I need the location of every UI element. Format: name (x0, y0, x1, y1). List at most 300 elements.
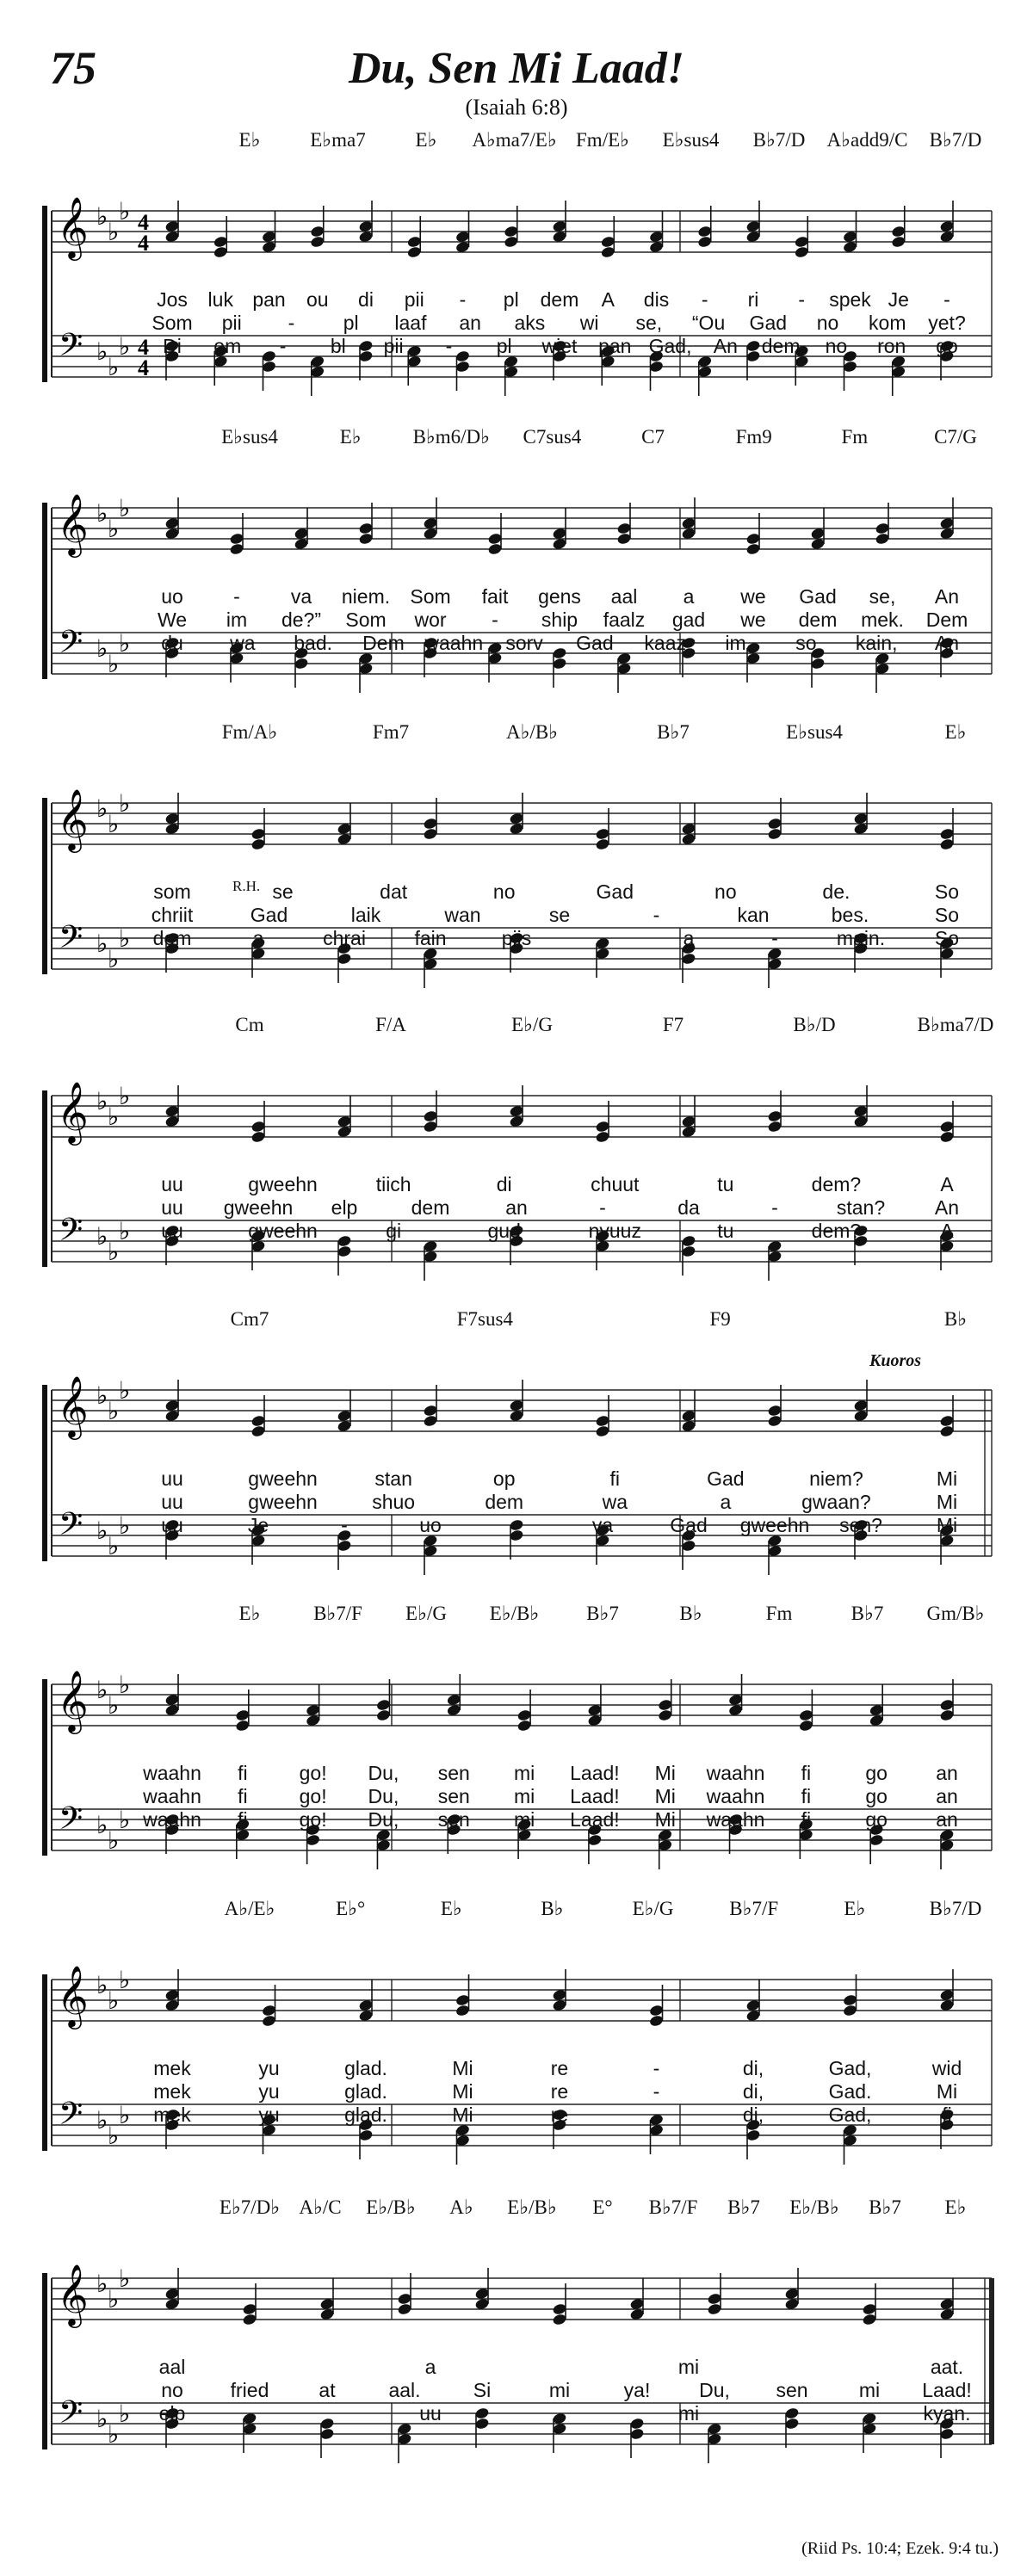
lyric-syllable: we (740, 608, 766, 631)
svg-text:♭: ♭ (108, 2122, 120, 2150)
chord-symbol: E♭ (944, 721, 967, 743)
chord-symbol: Fm (841, 426, 869, 448)
lyric-syllable: Mi (452, 2103, 473, 2126)
chord-symbol: B♭ (679, 1603, 702, 1624)
lyric-syllable: pii (383, 335, 404, 357)
lyric-syllable: An (713, 335, 738, 357)
lyric-syllable: bl (330, 335, 346, 357)
lyric-syllable: Mi (936, 1491, 958, 1513)
svg-text:♭: ♭ (108, 1986, 120, 2015)
lyric-syllable: sen (437, 1785, 470, 1807)
staff-graphics (0, 2196, 1033, 2489)
lyric-syllable: dem (485, 1491, 524, 1513)
lyric-syllable: dem (411, 1196, 450, 1219)
svg-text:♭: ♭ (108, 810, 120, 838)
lyric-syllable: waahn (706, 1785, 765, 1807)
lyric-syllable: sen (437, 1762, 470, 1784)
chord-symbol: B♭7/F (313, 1603, 362, 1624)
svg-text:♭: ♭ (96, 202, 108, 231)
chord-symbol: E♭ (415, 129, 437, 151)
svg-text:♭: ♭ (96, 1811, 108, 1839)
chord-symbol: B♭7/F (648, 2196, 698, 2218)
svg-text:♭: ♭ (108, 2420, 120, 2449)
svg-text:♭: ♭ (119, 494, 131, 522)
svg-text:𝄢: 𝄢 (59, 2394, 84, 2438)
chord-symbol: E° (592, 2196, 613, 2218)
lyric-syllable: se, (869, 585, 896, 608)
svg-text:♭: ♭ (108, 650, 120, 678)
lyric-syllable: elp (331, 1196, 358, 1219)
svg-text:♭: ♭ (96, 1971, 108, 1999)
lyric-syllable: Mi (654, 1762, 676, 1784)
svg-text:♭: ♭ (108, 1397, 120, 1425)
lyric-syllable: fi (801, 1808, 812, 1831)
svg-text:𝄞: 𝄞 (57, 195, 89, 258)
lyric-syllable: mek. (861, 608, 904, 631)
chord-symbol: B♭7 (851, 1603, 884, 1624)
lyric-syllable: piis (501, 927, 532, 949)
svg-text:𝄞: 𝄞 (57, 1374, 89, 1437)
lyric-syllable: tu (717, 1220, 734, 1242)
lyric-syllable: waahn (143, 1808, 201, 1831)
lyric-syllable: go (865, 1762, 888, 1784)
lyric-syllable: no (492, 880, 516, 903)
system-1 (0, 129, 1033, 430)
lyric-syllable: a (252, 927, 264, 949)
lyric-syllable: stan (374, 1467, 412, 1490)
lyric-syllable: pan (252, 288, 286, 311)
lyric-syllable: go! (299, 1808, 327, 1831)
lyric-syllable: an (936, 1808, 958, 1831)
lyric-syllable: a (424, 2356, 436, 2378)
lyric-syllable: Som (152, 312, 193, 334)
svg-text:♭: ♭ (96, 2106, 108, 2134)
svg-text:♭: ♭ (96, 1676, 108, 1704)
chord-symbol: E♭sus4 (786, 721, 843, 743)
lyric-syllable: Di (163, 335, 182, 357)
lyric-syllable: se (272, 880, 294, 903)
lyric-syllable: Du, (368, 1785, 399, 1807)
svg-text:♭: ♭ (119, 2400, 131, 2428)
lyric-syllable: bes. (831, 904, 869, 926)
chord-symbol: B♭7 (869, 2196, 901, 2218)
svg-text:♭: ♭ (108, 1532, 120, 1560)
lyric-syllable: mi (548, 2379, 571, 2401)
lyric-syllable: Du, (368, 1808, 399, 1831)
lyric-syllable: dem (152, 927, 192, 949)
lyric-syllable: fi (801, 1762, 812, 1784)
svg-text:4: 4 (138, 335, 149, 360)
svg-text:♭: ♭ (96, 2270, 108, 2298)
lyric-syllable: - (771, 927, 778, 949)
system-6 (0, 1603, 1033, 1904)
lyric-syllable: no (714, 880, 737, 903)
lyric-syllable: dem? (811, 1173, 862, 1195)
chord-symbol: Fm (765, 1603, 793, 1624)
chord-symbol: E♭sus4 (662, 129, 720, 151)
lyric-syllable: - (459, 288, 467, 311)
lyric-syllable: a (683, 585, 695, 608)
svg-text:♭: ♭ (119, 1082, 131, 1110)
chord-symbol: E♭ (944, 2196, 967, 2218)
lyric-syllable: di (496, 1173, 512, 1195)
lyric-syllable: waahn (424, 632, 484, 654)
chord-symbol: B♭7 (657, 721, 690, 743)
svg-text:𝄢: 𝄢 (59, 919, 84, 963)
lyric-syllable: gweehn (248, 1173, 318, 1195)
svg-text:𝄢: 𝄢 (59, 327, 84, 371)
system-2 (0, 426, 1033, 727)
lyric-syllable: mi (513, 1785, 535, 1807)
svg-text:♭: ♭ (108, 353, 120, 381)
lyric-syllable: yu (258, 2057, 280, 2079)
lyric-syllable: Mi (936, 1514, 958, 1536)
svg-text:♭: ♭ (119, 1217, 131, 1245)
lyric-syllable: aal (610, 585, 638, 608)
lyric-syllable: uu (161, 1220, 183, 1242)
lyric-syllable: tiich (375, 1173, 411, 1195)
lyric-syllable: mek (153, 2080, 191, 2103)
system-7 (0, 1898, 1033, 2199)
lyric-syllable: di, (742, 2080, 764, 2103)
lyric-syllable: Laad! (570, 1808, 620, 1831)
lyric-syllable: uu (161, 1173, 183, 1195)
chord-symbol: B♭/D (793, 1014, 836, 1035)
system-4 (0, 1014, 1033, 1315)
lyric-syllable: Je (247, 1514, 269, 1536)
lyric-syllable: mi (677, 2356, 700, 2378)
lyric-syllable: So (934, 904, 960, 926)
chord-symbol: C7/G (934, 426, 977, 448)
lyric-syllable: go! (299, 1785, 327, 1807)
lyric-syllable: So (934, 927, 960, 949)
svg-text:𝄞: 𝄞 (57, 1080, 89, 1143)
svg-text:♭: ♭ (119, 2101, 131, 2129)
lyric-syllable: de. (822, 880, 851, 903)
lyric-syllable: - (599, 927, 606, 949)
chord-symbol: Fm9 (735, 426, 772, 448)
lyric-syllable: yu (258, 2080, 280, 2103)
lyric-syllable: re (550, 2057, 569, 2079)
lyric-syllable: re (550, 2103, 569, 2126)
lyric-syllable: - (653, 2080, 660, 2103)
lyric-syllable: uo (419, 1514, 442, 1536)
lyric-syllable: - (599, 1196, 606, 1219)
chord-symbol: Fm/E♭ (576, 129, 629, 151)
right-hand-marking: R.H. (232, 878, 261, 894)
lyric-syllable: Laad! (922, 2379, 972, 2401)
lyric-syllable: di, (742, 2057, 764, 2079)
lyric-syllable: an (505, 1196, 528, 1219)
lyric-syllable: waahn (143, 1762, 201, 1784)
lyric-syllable: a (720, 1491, 732, 1513)
chord-symbol: B♭7 (586, 1603, 619, 1624)
chord-symbol: F9 (709, 1308, 731, 1330)
lyric-syllable: bad. (294, 632, 333, 654)
lyric-syllable: an (459, 312, 481, 334)
lyric-syllable: va (591, 1514, 614, 1536)
svg-text:♭: ♭ (108, 218, 120, 246)
chord-symbol: E♭ (440, 1898, 462, 1919)
svg-text:♭: ♭ (119, 332, 131, 361)
lyric-syllable: uu (419, 2402, 442, 2425)
lyric-syllable: pl (496, 335, 512, 357)
svg-text:𝄞: 𝄞 (57, 1669, 89, 1732)
svg-text:♭: ♭ (119, 1511, 131, 1540)
svg-text:♭: ♭ (119, 197, 131, 225)
lyric-syllable: kan (737, 904, 770, 926)
chord-symbol: E♭sus4 (221, 426, 278, 448)
lyric-syllable: di (358, 288, 374, 311)
chord-symbol: F7sus4 (456, 1308, 513, 1330)
lyric-syllable: kain, (855, 632, 898, 654)
lyric-syllable: aal. (388, 2379, 421, 2401)
lyric-syllable: - (653, 904, 660, 926)
chord-symbol: E♭/G (511, 1014, 553, 1035)
section-marking: Kuoros (869, 1351, 922, 1370)
lyric-syllable: - (279, 335, 287, 357)
lyric-syllable: glad. (344, 2057, 387, 2079)
chord-symbol: E♭° (336, 1898, 366, 1919)
lyric-syllable: - (653, 2103, 660, 2126)
svg-text:𝄢: 𝄢 (59, 2096, 84, 2140)
chord-symbol: B♭7/F (729, 1898, 779, 1919)
lyric-syllable: An (934, 585, 960, 608)
chord-symbol: A♭/C (299, 2196, 342, 2218)
svg-text:𝄞: 𝄞 (57, 1964, 89, 2027)
lyric-syllable: fi (238, 1785, 248, 1807)
lyric-syllable: Gad (707, 1467, 745, 1490)
svg-text:♭: ♭ (96, 337, 108, 366)
staff-graphics (0, 1603, 1033, 1895)
chord-symbol: B♭7/D (752, 129, 806, 151)
lyric-syllable: im (226, 608, 248, 631)
svg-text:♭: ♭ (119, 789, 131, 818)
lyric-syllable: An (934, 1196, 960, 1219)
lyric-syllable: Gad (596, 880, 634, 903)
svg-text:♭: ♭ (108, 1691, 120, 1720)
chord-symbol: E♭/B♭ (366, 2196, 416, 2218)
hymn-number: 75 (50, 42, 96, 94)
svg-text:♭: ♭ (96, 1381, 108, 1410)
staff-graphics (0, 1014, 1033, 1307)
lyric-syllable: fi (801, 1785, 812, 1807)
lyric-syllable: sorv (505, 632, 543, 654)
svg-text:♭: ♭ (108, 1826, 120, 1855)
lyric-syllable: chrai (323, 927, 366, 949)
svg-text:♭: ♭ (96, 1222, 108, 1251)
lyric-syllable: Gad. (828, 2080, 872, 2103)
lyric-syllable: Mi (654, 1785, 676, 1807)
lyric-syllable: Som (410, 585, 451, 608)
hymn-title: Du, Sen Mi Laad! (348, 44, 685, 93)
staff-graphics (0, 426, 1033, 719)
lyric-syllable: A (940, 1173, 954, 1195)
lyric-syllable: - (701, 288, 708, 311)
lyric-syllable: chriit (151, 904, 194, 926)
svg-text:𝄢: 𝄢 (59, 1212, 84, 1256)
svg-text:♭: ♭ (108, 2285, 120, 2313)
lyric-syllable: Gad, (828, 2057, 872, 2079)
svg-text:4: 4 (138, 210, 149, 235)
lyric-syllable: dem (798, 608, 838, 631)
chord-symbol: A♭/E♭ (224, 1898, 275, 1919)
chord-symbol: E♭ (238, 129, 261, 151)
svg-text:♭: ♭ (108, 1103, 120, 1131)
system-5 (0, 1308, 1033, 1609)
lyric-syllable: an (936, 1762, 958, 1784)
lyric-syllable: kom (869, 312, 906, 334)
svg-text:𝄞: 𝄞 (57, 788, 89, 850)
svg-text:♭: ♭ (96, 930, 108, 958)
lyric-syllable: - (492, 608, 498, 631)
staff-graphics (0, 129, 1033, 422)
lyric-syllable: Dem (362, 632, 405, 654)
lyric-syllable: Mi (452, 2057, 473, 2079)
lyric-syllable: We (157, 608, 188, 631)
lyric-syllable: elp (158, 2402, 186, 2425)
svg-text:♭: ♭ (119, 629, 131, 658)
lyric-syllable: laik (350, 904, 381, 926)
lyric-syllable: wan (444, 904, 481, 926)
lyric-syllable: Gad, (648, 335, 692, 357)
lyric-syllable: dem (540, 288, 579, 311)
lyric-syllable: Mi (654, 1808, 676, 1831)
lyric-syllable: aat. (930, 2356, 964, 2378)
lyric-syllable: Dem (925, 608, 968, 631)
chord-symbol: B♭m6/D♭ (412, 426, 490, 448)
chord-symbol: B♭ (943, 1308, 968, 1330)
lyric-syllable: - (798, 288, 806, 311)
lyric-syllable: ou (306, 288, 329, 311)
chord-symbol: E♭ma7 (310, 129, 366, 151)
lyric-syllable: om (213, 335, 242, 357)
lyric-syllable: we (740, 585, 766, 608)
chord-symbol: B♭7/D (929, 129, 982, 151)
lyric-syllable: waahn (143, 1785, 201, 1807)
lyric-syllable: go! (299, 1762, 327, 1784)
lyric-syllable: uu (161, 1196, 183, 1219)
chord-symbol: E♭ (339, 426, 362, 448)
lyric-syllable: an (936, 1785, 958, 1807)
lyric-syllable: Du, (699, 2379, 730, 2401)
lyric-syllable: niem. (341, 585, 391, 608)
lyric-syllable: fain (414, 927, 447, 949)
lyric-syllable: wor (414, 608, 447, 631)
lyric-syllable: gwaan? (801, 1491, 871, 1513)
lyric-syllable: uu (161, 1491, 183, 1513)
lyric-syllable: fried (230, 2379, 269, 2401)
svg-text:𝄢: 𝄢 (59, 624, 84, 668)
lyric-syllable: ship (541, 608, 578, 631)
lyric-syllable: fi (238, 1762, 248, 1784)
lyric-syllable: gweehn (248, 1491, 318, 1513)
lyric-syllable: An (934, 632, 960, 654)
lyric-syllable: nyuuz (588, 1220, 641, 1242)
svg-text:♭: ♭ (119, 1376, 131, 1405)
lyric-syllable: mi (513, 1808, 535, 1831)
lyric-syllable: aal (158, 2356, 186, 2378)
lyric-syllable: mek (153, 2057, 191, 2079)
svg-text:𝄞: 𝄞 (57, 2263, 89, 2326)
lyric-syllable: gud (487, 1220, 521, 1242)
lyric-syllable: waahn (706, 1762, 765, 1784)
lyric-syllable: gens (538, 585, 581, 608)
lyric-syllable: go (936, 335, 958, 357)
lyric-syllable: pl (343, 312, 359, 334)
svg-text:𝄞: 𝄞 (57, 492, 89, 555)
lyric-syllable: wa (602, 1491, 628, 1513)
lyric-syllable: gi (386, 1220, 402, 1242)
lyric-syllable: - (288, 312, 295, 334)
system-3 (0, 721, 1033, 1022)
lyric-syllable: Gad (799, 585, 837, 608)
lyric-syllable: kyan. (923, 2402, 971, 2425)
lyric-syllable: de?” (281, 608, 322, 631)
svg-text:♭: ♭ (96, 1087, 108, 1115)
lyric-syllable: som (153, 880, 191, 903)
lyric-syllable: glad. (344, 2103, 387, 2126)
svg-text:4: 4 (138, 231, 149, 256)
lyric-syllable: va (290, 585, 312, 608)
lyric-syllable: yet? (928, 312, 966, 334)
lyric-syllable: niem? (809, 1467, 863, 1490)
chord-symbol: Fm/A♭ (221, 721, 278, 743)
lyric-syllable: spek (829, 288, 871, 311)
lyric-syllable: Jos (157, 288, 188, 311)
chord-symbol: E♭ (844, 1898, 866, 1919)
lyric-syllable: mi (858, 2379, 881, 2401)
lyric-syllable: gweehn (223, 1196, 294, 1219)
lyric-syllable: pii (404, 288, 424, 311)
lyric-syllable: wiet (541, 335, 578, 357)
chord-symbol: B♭7 (727, 2196, 760, 2218)
scripture-reference: (Isaiah 6:8) (465, 95, 568, 120)
svg-text:♭: ♭ (119, 1806, 131, 1834)
lyric-syllable: go (865, 1808, 888, 1831)
lyric-syllable: ron (877, 335, 906, 357)
lyric-syllable: glad. (344, 2080, 387, 2103)
chord-symbol: E♭/B♭ (489, 1603, 540, 1624)
chord-symbol: C7 (641, 426, 665, 448)
lyric-syllable: wi (579, 312, 599, 334)
chord-symbol: C7sus4 (523, 426, 582, 448)
lyric-syllable: ya! (623, 2379, 651, 2401)
svg-text:4: 4 (138, 355, 149, 380)
lyric-syllable: Mi (452, 2080, 473, 2103)
lyric-syllable: uu (161, 1514, 183, 1536)
lyric-syllable: no (816, 312, 839, 334)
chord-symbol: Fm7 (372, 721, 410, 743)
lyric-syllable: ri (747, 288, 759, 311)
lyric-syllable: gad (671, 608, 706, 631)
lyric-syllable: sen (437, 1808, 470, 1831)
lyric-syllable: chuut (591, 1173, 640, 1195)
lyric-syllable: go (865, 1785, 888, 1807)
lyric-syllable: dat (380, 880, 408, 903)
lyric-syllable: waahn (706, 1808, 765, 1831)
lyric-syllable: faalz (603, 608, 646, 631)
lyric-syllable: no (161, 2379, 183, 2401)
lyric-syllable: da (677, 1196, 700, 1219)
lyric-syllable: - (233, 585, 240, 608)
svg-text:♭: ♭ (96, 634, 108, 663)
lyric-syllable: so (795, 632, 817, 654)
lyric-syllable: gweehn (248, 1220, 318, 1242)
staff-graphics (0, 1898, 1033, 2190)
lyric-syllable: pl (503, 288, 519, 311)
lyric-syllable: im (725, 632, 746, 654)
